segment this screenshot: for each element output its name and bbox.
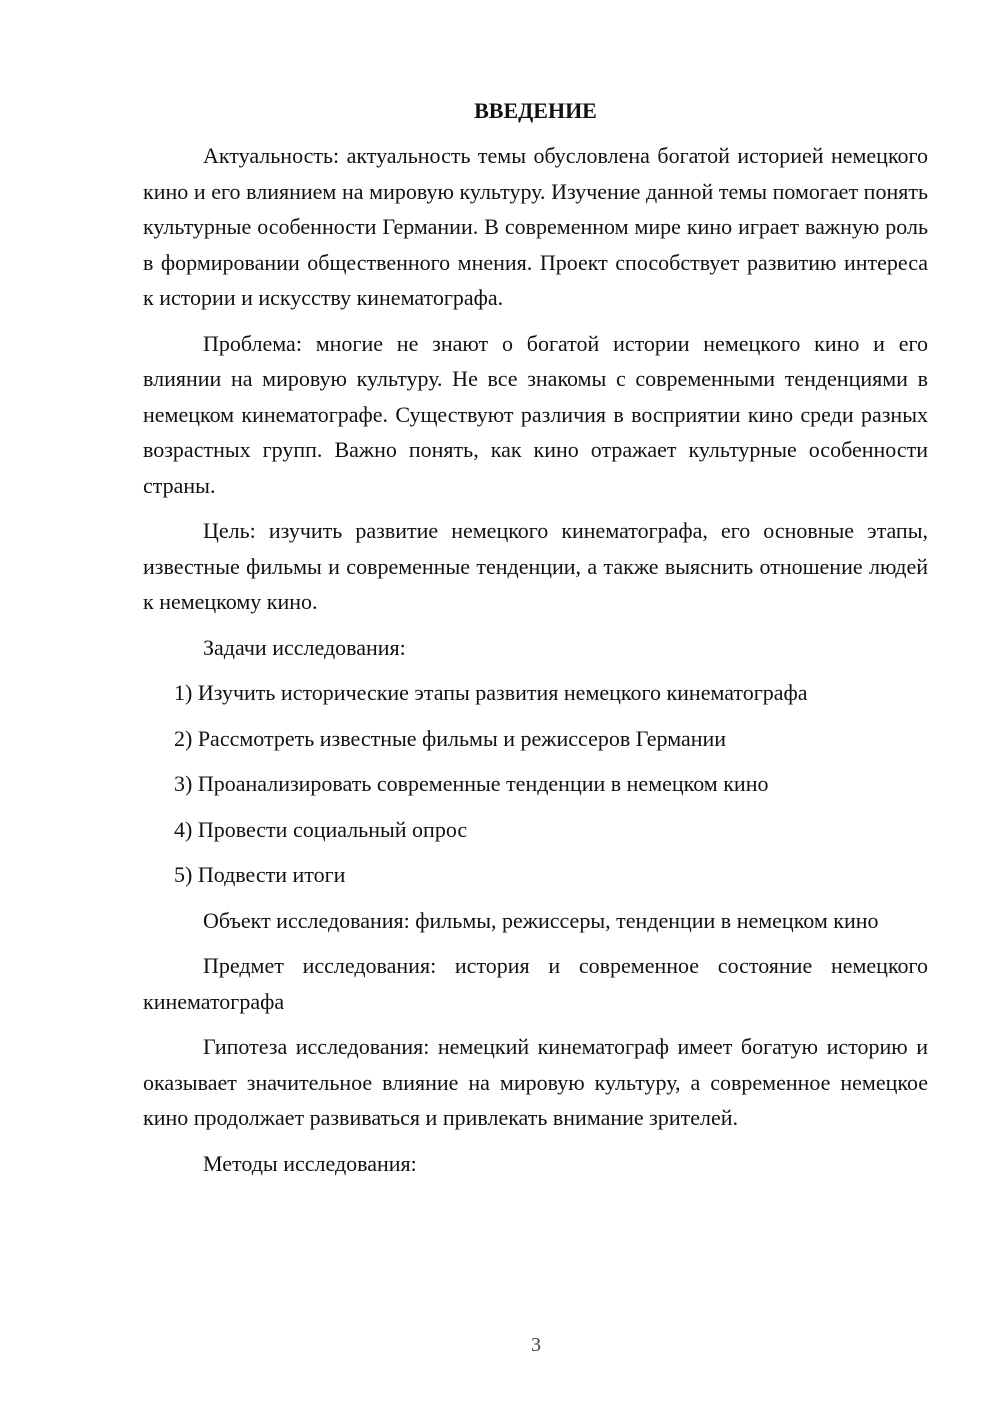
- paragraph-object: Объект исследования: фильмы, режиссеры, тенденции в немецком кино: [203, 907, 879, 933]
- paragraph-hypothesis: Гипотеза исследования: немецкий кинематограф имеет богатую историю и оказывает значительное влияние на мировую культуру, а современное немецкое кино продолжает развиваться и привлекать внимание зрителей.: [143, 1034, 928, 1130]
- task-item: 2) Рассмотреть известные фильмы и режиссеров Германии: [174, 725, 727, 751]
- page-title: ВВЕДЕНИЕ: [474, 98, 597, 123]
- tasks-heading: Задачи исследования:: [203, 634, 406, 660]
- task-item: 5) Подвести итоги: [174, 862, 346, 887]
- paragraph-subject: Предмет исследования: история и современное состояние немецкого кинематографа: [143, 953, 928, 1014]
- paragraph-relevance: Актуальность: актуальность темы обусловлена богатой историей немецкого кино и его влиянием на мировую культуру. Изучение данной темы помогает понять культурные особенности Германии. В современном мире кино играет важную роль в формировании общественного мнения. Проект способствует развитию интереса к истории и искусству кинематографа.: [143, 143, 928, 310]
- task-item: 4) Провести социальный опрос: [174, 816, 468, 842]
- page-number: 3: [531, 1334, 541, 1356]
- tasks-list: [143, 675, 928, 893]
- task-item: 3) Проанализировать современные тенденции в немецком кино: [174, 771, 769, 796]
- paragraph-problem: Проблема: многие не знают о богатой истории немецкого кино и его влиянии на мировую культуру. Не все знакомы с современными тенденциями в немецком кинематографе. Существуют различия в восприятии кино среди разных возрастных групп. Важно понять, как кино отражает культурные особенности страны.: [143, 330, 928, 498]
- page-content: [143, 95, 928, 1191]
- task-item: 1) Изучить исторические этапы развития немецкого кинематографа: [174, 680, 808, 705]
- paragraph-goal: Цель: изучить развитие немецкого кинематографа, его основные этапы, известные фильмы и современные тенденции, а также выяснить отношение людей к немецкому кино.: [143, 518, 928, 614]
- methods-heading: Методы исследования:: [203, 1150, 417, 1176]
